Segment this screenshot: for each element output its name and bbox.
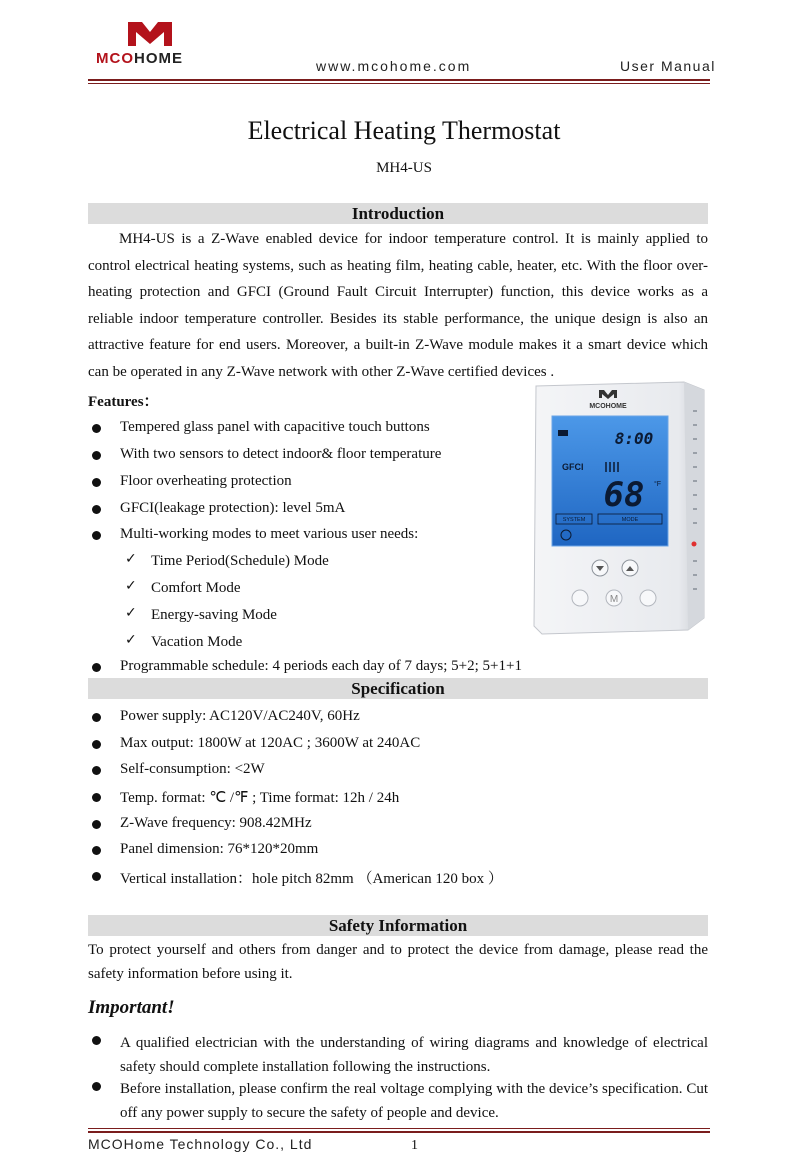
logo-mark-icon — [88, 18, 228, 50]
svg-text:68: 68 — [603, 475, 645, 515]
footer-rule-thin — [88, 1128, 710, 1129]
list-item: Vertical installation：hole pitch 82mm （American 120 box ） — [120, 867, 503, 888]
bullet-icon — [92, 713, 101, 722]
list-item: A qualified electrician with the understanding of wiring diagrams and knowledge of electrical safety should complete installation following the instructions. — [120, 1031, 708, 1079]
svg-text:M: M — [609, 594, 619, 605]
list-item: Floor overheating protection — [120, 473, 292, 490]
mode-item: ✓ Energy-saving Mode — [125, 605, 277, 623]
footer-company: MCOHome Technology Co., Ltd — [88, 1136, 313, 1152]
header-doc-type: User Manual — [620, 58, 716, 74]
header-url: www.mcohome.com — [316, 58, 472, 74]
bullet-icon — [92, 505, 101, 514]
mode-item: ✓ Comfort Mode — [125, 578, 241, 596]
svg-text:MODE: MODE — [621, 517, 639, 523]
checkmark-icon: ✓ — [125, 605, 137, 621]
section-heading-safety: Safety Information — [88, 915, 708, 936]
bullet-icon — [92, 766, 101, 775]
list-item: Z-Wave frequency: 908.42MHz — [120, 815, 312, 832]
header-rule-thin — [88, 83, 710, 84]
list-item: Temp. format: ℃ /℉ ; Time format: 12h / 24h — [120, 788, 399, 807]
page-title: Electrical Heating Thermostat — [247, 116, 561, 145]
features-heading: Features： — [88, 394, 159, 410]
list-item: Before installation, please confirm the real voltage complying with the device’s specification. Cut off any power supply to secure the safety of people and device. — [120, 1077, 708, 1125]
checkmark-icon: ✓ — [125, 578, 137, 594]
mode-item: ✓ Time Period(Schedule) Mode — [125, 551, 329, 569]
model-number: MH4-US — [376, 160, 432, 176]
bullet-icon — [92, 1036, 101, 1045]
list-item: Panel dimension: 76*120*20mm — [120, 841, 318, 858]
svg-text:8:00: 8:00 — [614, 429, 654, 448]
list-item: Self-consumption: <2W — [120, 761, 265, 778]
list-item: Max output: 1800W at 120AC ; 3600W at 240AC — [120, 735, 420, 752]
bullet-icon — [92, 793, 101, 802]
bullet-icon — [92, 820, 101, 829]
list-item: Multi-working modes to meet various user needs: — [120, 526, 418, 543]
header-rule — [88, 79, 710, 81]
list-item: GFCI(leakage protection): level 5mA — [120, 500, 345, 517]
company-logo — [88, 18, 228, 70]
svg-text:SYSTEM: SYSTEM — [562, 517, 586, 523]
logo-text: MCOHOME — [96, 50, 183, 67]
bullet-icon — [92, 424, 101, 433]
section-heading-introduction: Introduction — [88, 203, 708, 224]
mode-item: ✓ Vacation Mode — [125, 632, 243, 650]
footer-rule — [88, 1131, 710, 1133]
checkmark-icon: ✓ — [125, 632, 137, 648]
svg-text:°F: °F — [654, 481, 662, 488]
page-number: 1 — [411, 1138, 418, 1153]
safety-paragraph: To protect yourself and others from danger and to protect the device from damage, please read the safety information before using it. — [88, 942, 708, 982]
section-heading-specification: Specification — [88, 678, 708, 699]
important-heading: Important! — [88, 997, 175, 1018]
bullet-icon — [92, 531, 101, 540]
bullet-icon — [92, 478, 101, 487]
checkmark-icon: ✓ — [125, 551, 137, 567]
list-item: Programmable schedule: 4 periods each day of 7 days; 5+2; 5+1+1 — [120, 658, 522, 675]
bullet-icon — [92, 663, 101, 672]
bullet-icon — [92, 1082, 101, 1091]
bullet-icon — [92, 872, 101, 881]
introduction-paragraph: MH4-US is a Z-Wave enabled device for indoor temperature control. It is mainly applied to control electrical heating systems, such as heating film, heating cable, heater, etc. With the floor over-heating protection and GFCI (Ground Fault Circuit Interrupter) function, this device works as a reliable indoor temperature controller. Besides its stable performance, the unique design is also an attractive feature for end users. Moreover, a built-in Z-Wave module makes it a smart device which can be operated in any Z-Wave network with other Z-Wave certified devices . — [88, 231, 708, 380]
list-item: Tempered glass panel with capacitive touch buttons — [120, 419, 430, 436]
bullet-icon — [92, 451, 101, 460]
list-item: With two sensors to detect indoor& floor temperature — [120, 446, 441, 463]
thermostat-device-image — [528, 380, 708, 638]
bullet-icon — [92, 846, 101, 855]
bullet-icon — [92, 740, 101, 749]
svg-text:GFCI: GFCI — [562, 462, 584, 472]
list-item: Power supply: AC120V/AC240V, 60Hz — [120, 708, 360, 725]
svg-text:MCOHOME: MCOHOME — [589, 403, 627, 410]
